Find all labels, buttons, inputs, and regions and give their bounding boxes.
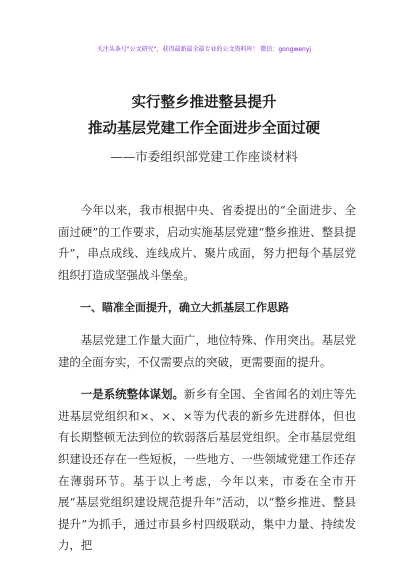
document-body (58, 200, 356, 568)
document-title-line-2: 推动基层党建工作全面进步全面过硬 (88, 120, 320, 137)
intro-paragraph: 今年以来，我市根据中央、省委提出的“全面进步、全面过硬”的工作要求，启动实施基层党建“整乡推进、整县提升”，串点成线、连线成片、聚片成面，努力把每个基层党组织打造成坚强战斗堡垒。 (58, 203, 356, 282)
point-1-paragraph (58, 384, 356, 557)
document-title-line-1: 实行整乡推进整县提升 (131, 94, 277, 111)
section-heading-1: 一、瞄准全面提升，确立大抓基层工作思路 (80, 301, 289, 315)
section-1-paragraph: 基层党建工作量大面广，地位特殊、作用突出。基层党建的全面夯实，不仅需要点的突破，更需要面的提升。 (58, 332, 356, 369)
point-1-lead: 一是系统整体谋划。 (80, 387, 185, 402)
point-1-text: 新乡有全国、全省闻名的刘庄等先进基层党组织和×、×、×等为代表的新乡先进群体，但也有长期整顿无法到位的软弱落后基层党组织。全市基层党组织建设还存在一些短板，一些地方、一些领域党建工作还存在薄弱环节。基于以上考虑，今年以来，市委在全市开展“基层党组织建设规范提升年”活动，以“整乡推进、整县提升”为抓手，通过市县乡村四级联动，集中力量、持续发力，把 (58, 387, 356, 553)
header-note: 关注头条号"公文研究"，获得最新最全最专业的公文资料库！ 微信：gongwenyj (96, 46, 312, 53)
document-subtitle: ——市委组织部党建工作座谈材料 (110, 149, 298, 164)
